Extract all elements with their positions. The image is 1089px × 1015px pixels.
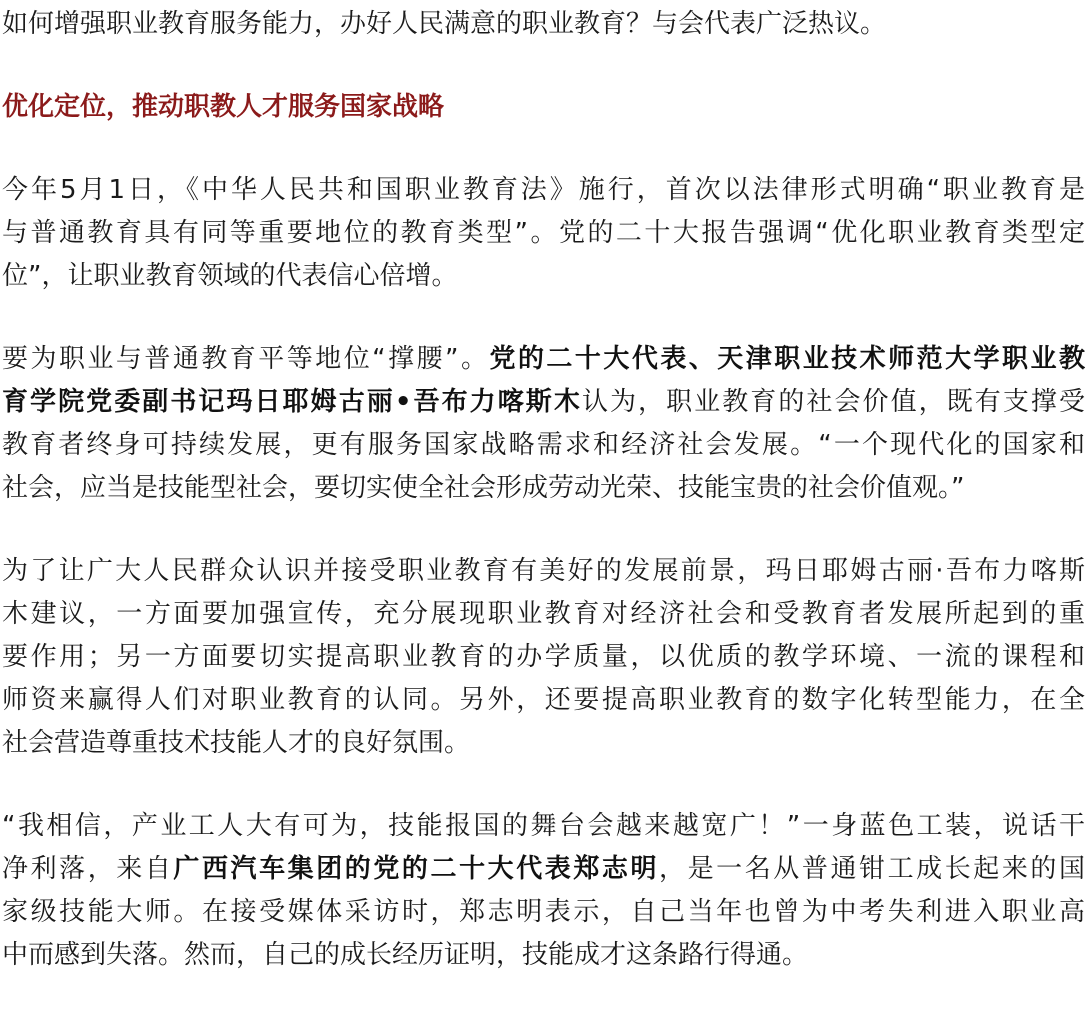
paragraph-4-line-2 [2,849,1085,890]
paragraph-4-line-3: 家级技能大师。在接受媒体采访时，郑志明表示，自己当年也曾为中考失利进入职业高 [2,897,1085,927]
paragraph-4-text-cont: ，是一名从普通钳工成长起来的国 [659,854,1085,884]
paragraph-2-line-3: 教育者终身可持续发展，更有服务国家战略需求和经济社会发展。“一个现代化的国家和 [2,430,1085,460]
paragraph-3-line-2: 木建议，一方面要加强宣传，充分展现职业教育对经济社会和受教育者发展所起到的重 [2,599,1085,629]
paragraph-3-line-3: 要作用；另一方面要切实提高职业教育的办学质量，以优质的教学环境、一流的课程和 [2,642,1085,672]
paragraph-3-line-4: 师资来赢得人们对职业教育的认同。另外，还要提高职业教育的数字化转型能力，在全 [2,685,1085,715]
intro-line: 如何增强职业教育服务能力，办好人民满意的职业教育？与会代表广泛热议。 [2,9,887,39]
paragraph-2-line-1 [2,339,1085,380]
paragraph-3-line-5: 社会营造尊重技术技能人才的良好氛围。 [2,728,471,758]
paragraph-3-line-1: 为了让广大人民群众认识并接受职业教育有美好的发展前景，玛日耶姆古丽·吾布力喀斯 [2,556,1085,586]
paragraph-1-line-1: 今年5月1日，《中华人民共和国职业教育法》施行，首次以法律形式明确“职业教育是 [2,175,1085,205]
delegate-name-bold-cont: 育学院党委副书记玛日耶姆古丽•吾布力喀斯木 [2,387,582,417]
delegate-name-bold: 党的二十大代表、天津职业技术师范大学职业教 [489,344,1085,374]
paragraph-4-text: 净利落，来自 [2,854,174,884]
paragraph-2-text: 要为职业与普通教育平等地位“撑腰”。 [2,344,490,374]
paragraph-4-line-4: 中而感到失落。然而，自己的成长经历证明，技能成才这条路行得通。 [2,940,809,970]
delegate-zheng-bold: 广西汽车集团的党的二十大代表郑志明 [173,854,660,884]
paragraph-4-line-1: “我相信，产业工人大有可为，技能报国的舞台会越来越宽广！”一身蓝色工装，说话干 [2,811,1085,841]
paragraph-1-line-2: 与普通教育具有同等重要地位的教育类型”。党的二十大报告强调“优化职业教育类型定 [2,218,1085,248]
paragraph-1-line-3: 位”，让职业教育领域的代表信心倍增。 [2,261,458,291]
paragraph-2-text-cont: 认为，职业教育的社会价值，既有支撑受 [581,387,1085,417]
paragraph-2-line-4: 社会，应当是技能型社会，要切实使全社会形成劳动光荣、技能宝贵的社会价值观。” [2,473,965,503]
section-heading: 优化定位，推动职教人才服务国家战略 [2,92,445,122]
paragraph-2-line-2 [2,382,1085,423]
